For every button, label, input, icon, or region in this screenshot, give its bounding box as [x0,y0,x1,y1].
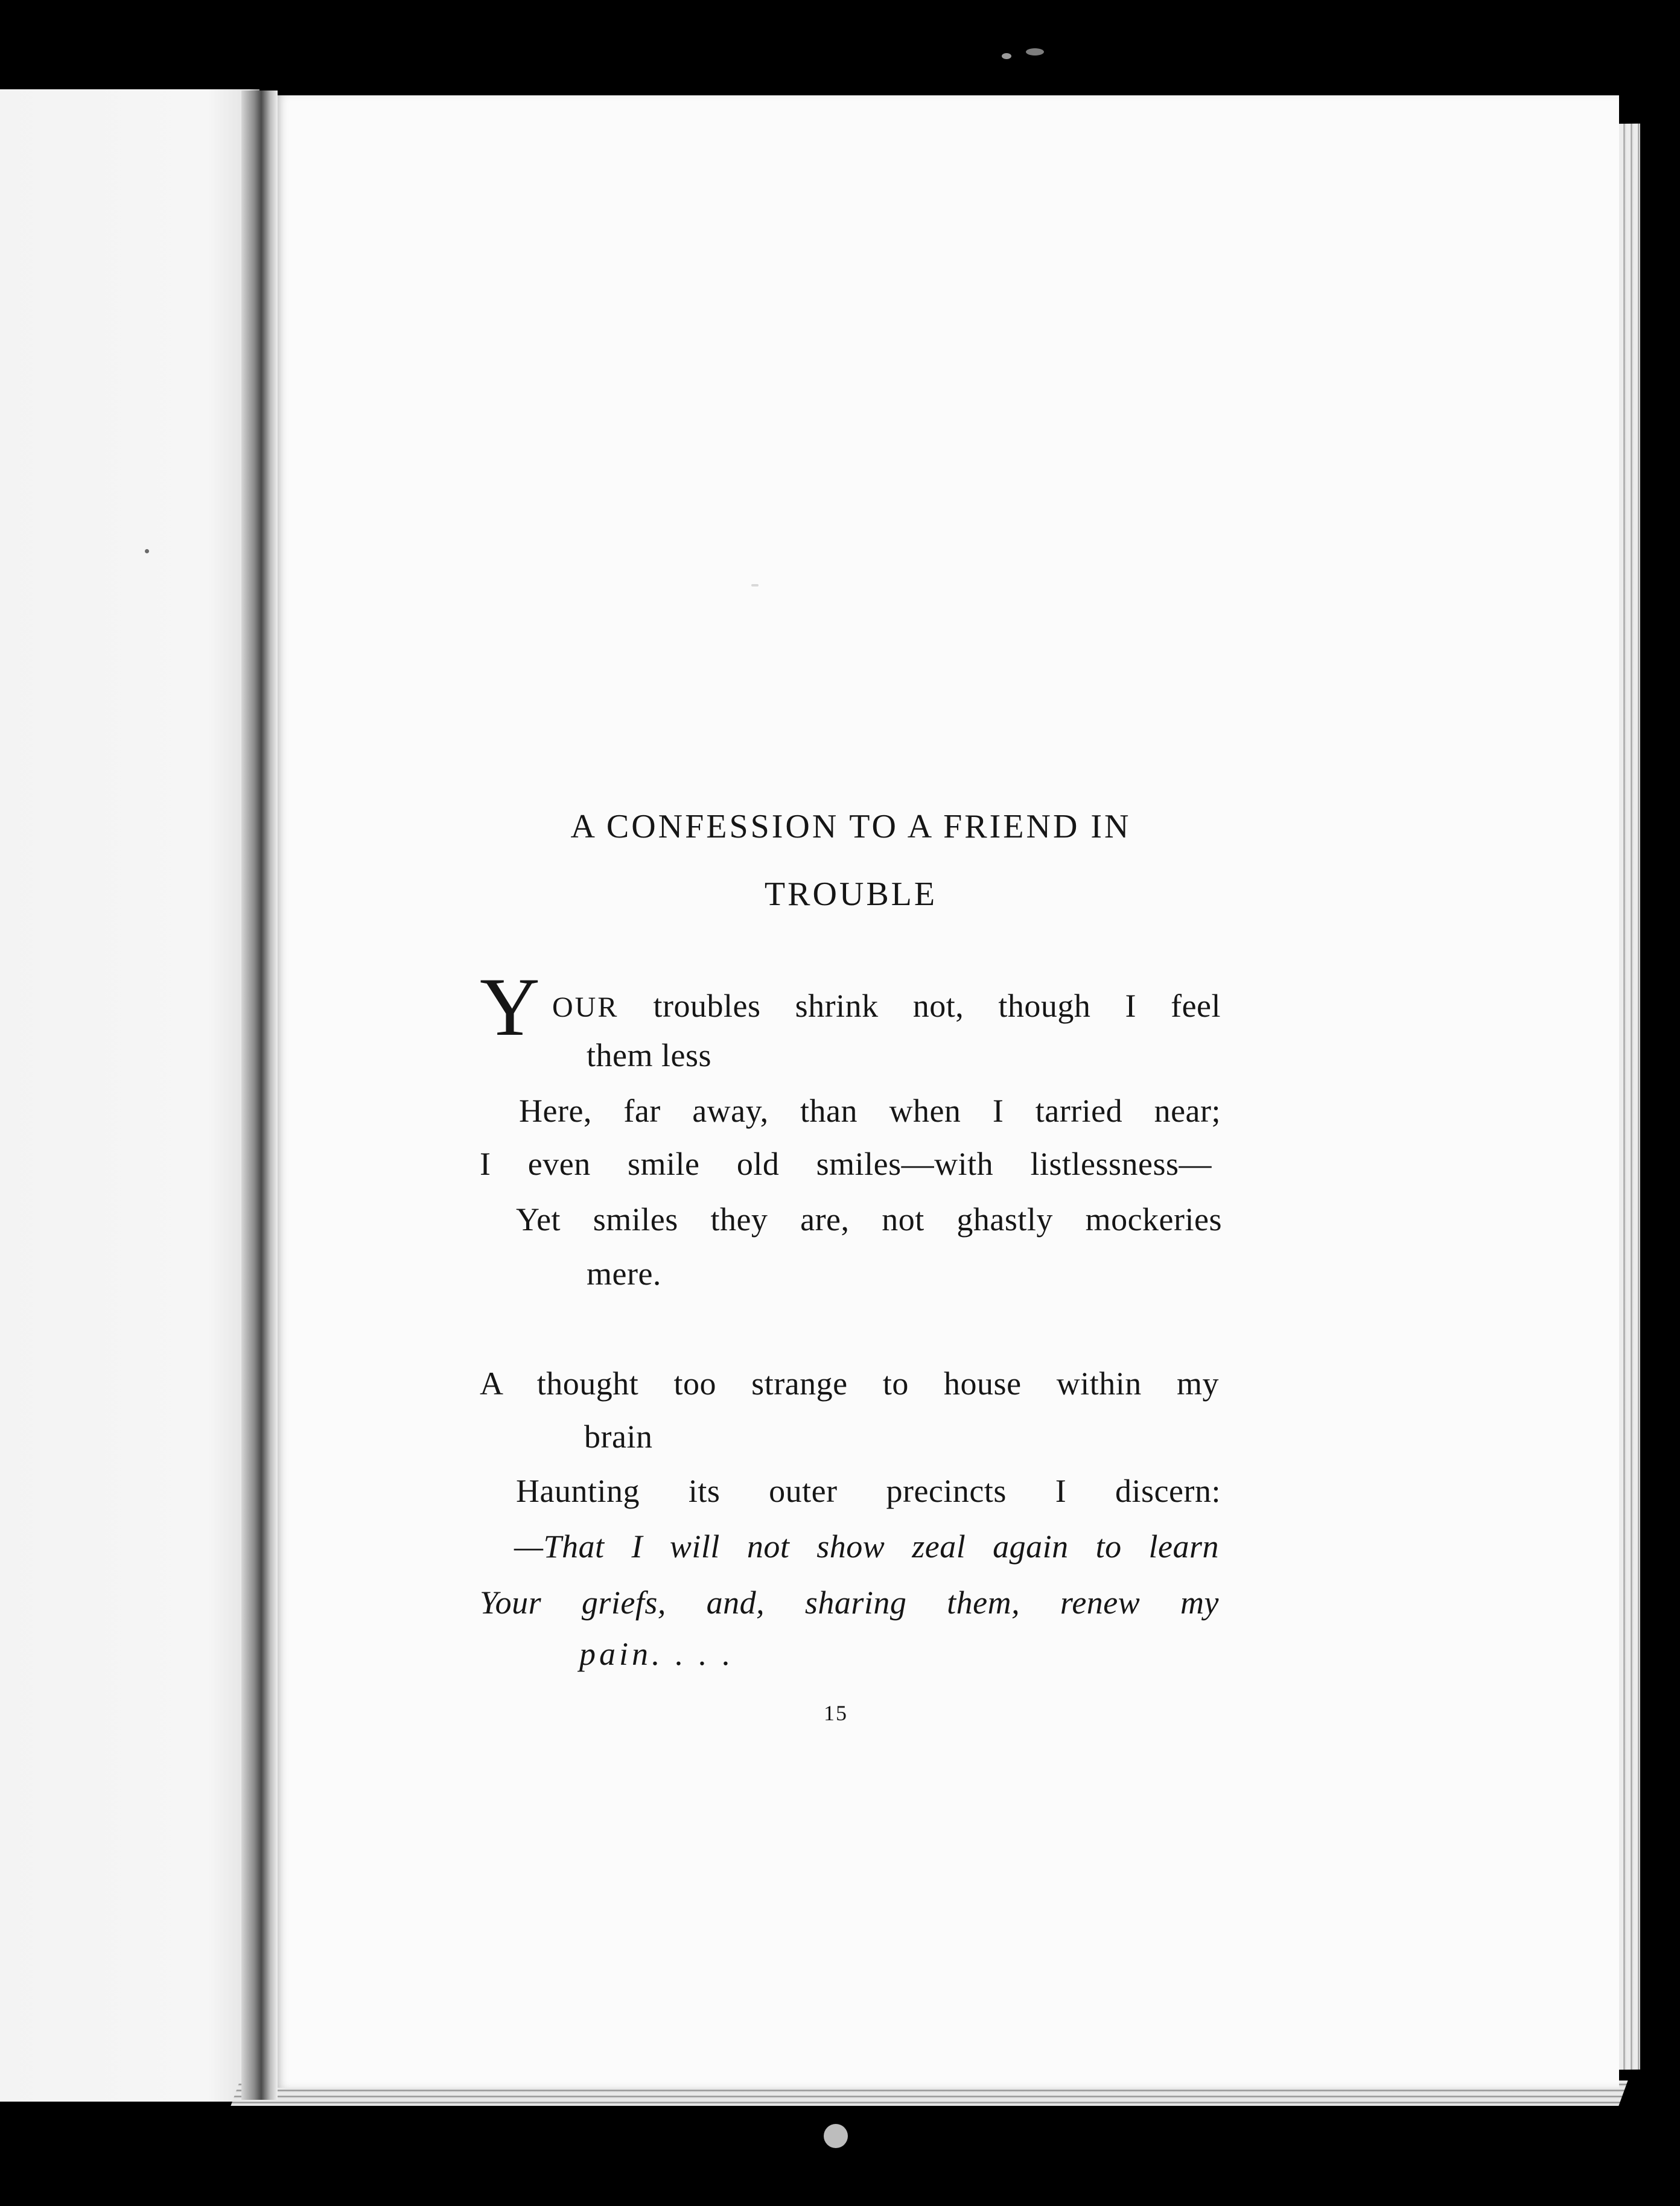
stanza-1-line-4: Yet smiles they are, not ghastly mockeries [516,1201,1222,1238]
left-page-blank [0,89,259,2102]
stanza-1-line-1 [552,987,1221,1025]
drop-cap-letter: Y [480,961,540,1053]
poem-title-line-1: A CONFESSION TO A FRIEND IN [570,808,1131,845]
stanza-2-line-1: A thought too strange to house within my [480,1365,1219,1402]
stanza-1-line-3: I even smile old smiles—with listlessness— [480,1146,1212,1182]
stanza-2-line-1-cont: brain [584,1419,653,1455]
right-page [275,95,1619,2088]
scan-blot [751,584,759,586]
stanza-2-line-2: Haunting its outer precincts I discern: [516,1473,1221,1509]
poem-title-line-2: TROUBLE [764,876,938,913]
stanza-1-line-2: Here, far away, than when I tarried near; [519,1093,1221,1129]
scan-speck [145,549,149,553]
stanza-2-line-4: Your griefs, and, sharing them, renew my [480,1585,1219,1621]
stanza-1-line-1-caps: OUR [552,991,619,1023]
scan-speck [824,2124,848,2148]
book-gutter [241,91,278,2100]
scan-speck [1026,48,1044,56]
page-number: 15 [824,1701,848,1725]
stanza-1-line-1-cont: them less [587,1037,711,1073]
stanza-1-line-4-cont: mere. [587,1256,661,1292]
stanza-1-line-1-text: troubles shrink not, though I feel [653,988,1221,1024]
stanza-2-line-4-cont: pain. . . . [579,1636,734,1672]
stanza-2-line-3: —That I will not show zeal again to learn [514,1528,1219,1565]
scan-speck [1002,53,1011,59]
